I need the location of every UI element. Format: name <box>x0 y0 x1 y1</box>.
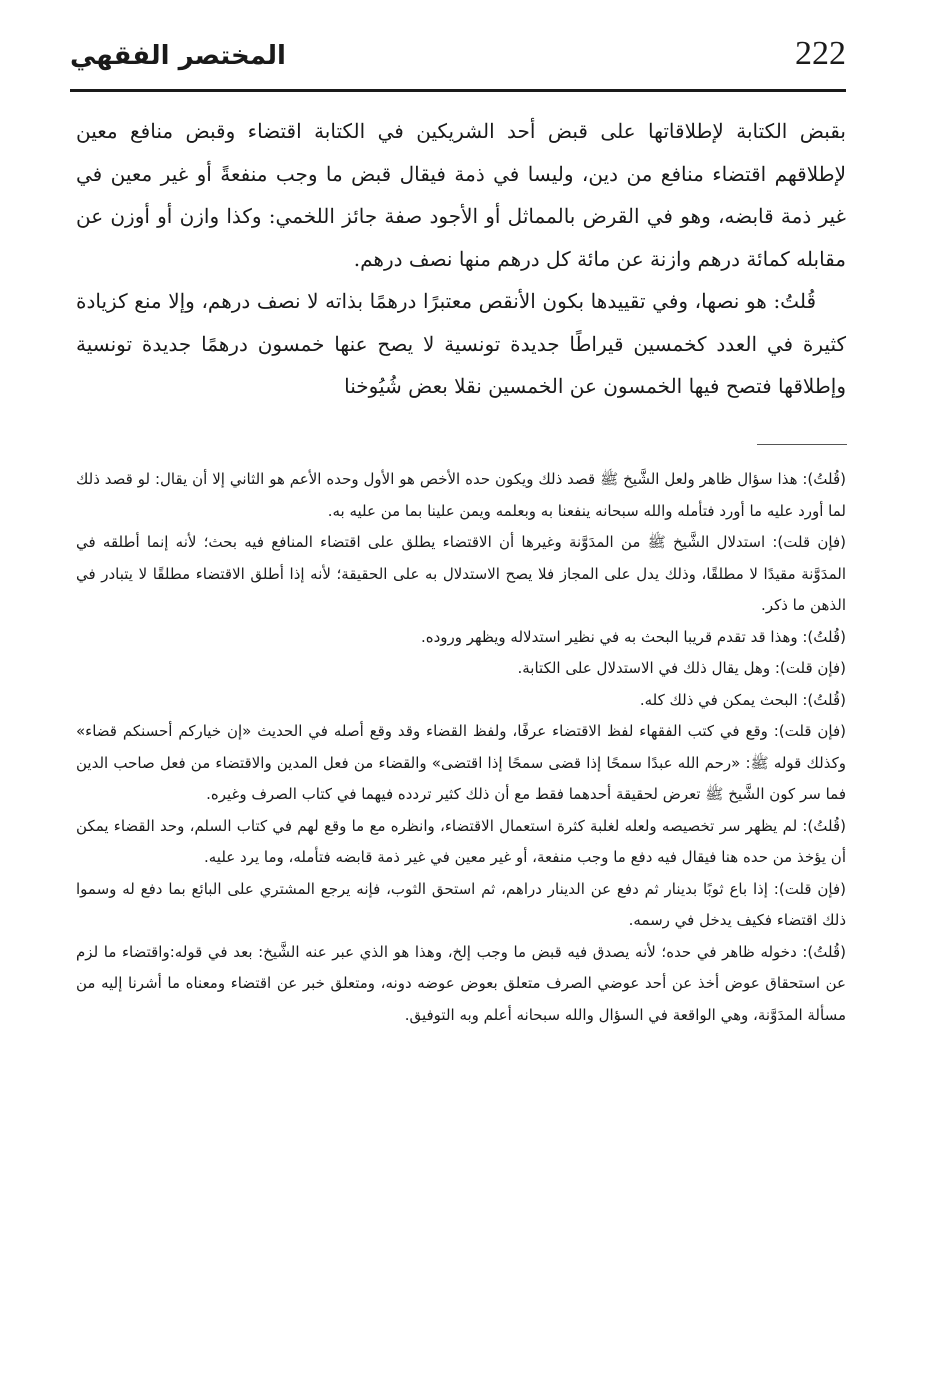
main-text <box>76 110 846 408</box>
footnote-paragraph: (قُلتُ): وهذا قد تقدم قريبا البحث به في نظير استدلاله ويظهر وروده. <box>420 627 846 646</box>
footnotes <box>76 464 846 1031</box>
footnote-paragraph: (قُلتُ): البحث يمكن في ذلك كله. <box>639 690 846 709</box>
footnote-paragraph: (فإن قلت): وهل يقال ذلك في الاستدلال على الكتابة. <box>517 659 846 677</box>
page-number: 222 <box>795 35 846 72</box>
main-paragraph: قُلتُ: هو نصها، وفي تقييدها بكون الأنقص معتبرًا درهمًا بذاته لا نصف درهم، وإلا منع كزيادة كثيرة في العدد كخمسين قيراطًا جديدة تونسية لا يصح عنها خمسون درهمًا جديدة تونسية وإطلاقها فتصح فيها الخمسون عن الخمسين نقلا بعض شُيُوخنا <box>76 289 846 398</box>
footnote-paragraph: (فإن قلت): إذا باع ثوبًا بدينار ثم دفع عن الدينار دراهم، ثم استحق الثوب، فإنه يرجع المشتري على البائع بما دفع له وسموا ذلك اقتضاء فكيف يدخل في رسمه. <box>76 879 846 929</box>
footnote-paragraph: (قُلتُ): دخوله ظاهر في حده؛ لأنه يصدق فيه قبض ما وجب إلخ، وهذا هو الذي عبر عنه الشَّيخ: بعد في قوله:واقتضاء ما لزم عن استحقاق عوض أخذ عن أحد عوضي الصرف متعلق بعوض عوضه دونه، ومتعلق خبر عن اقتضاء ومعناه ما أشرنا إليه من مسألة المدَوَّنة، وهي الواقعة في السؤال والله سبحانه أعلم وبه التوفيق. <box>76 942 846 1024</box>
header-rule <box>70 89 846 92</box>
running-header <box>70 34 846 90</box>
footnote-paragraph: (قُلتُ): لم يظهر سر تخصيصه ولعله لغلبة كثرة استعمال الاقتضاء، وانظره مع ما وقع لهم في كتاب السلم، وحد القضاء يمكن أن يؤخذ من حده هنا فيقال فيه دفع ما وجب منفعة، أو غير معين في غير ذمة قابضه فتأمله، وما يرد عليه. <box>76 816 846 866</box>
footnote-paragraph: (فإن قلت): استدلال الشَّيخ ﷺ من المدَوَّنة وغيرها أن الاقتضاء يطلق على اقتضاء المنافع فيه بحث؛ لأنه إنما أطلقه في المدَوَّنة مقيدًا لا مطلقًا، وذلك يدل على المجاز فلا يصح الاستدلال به على الحقيقة؛ لأنه إذا أطلق الاقتضاء مطلقًا لا يتبادر في الذهن ما ذكر. <box>76 533 846 614</box>
book-title: المختصر الفقهي <box>70 41 286 71</box>
main-paragraph: بقبض الكتابة لإطلاقاتها على قبض أحد الشريكين في الكتابة اقتضاء وقبض منافع معين لإطلاقهم اقتضاء منافع من دين، وليسا في ذمة فيقال قبض ما وجب منفعةً أو غير معين في غير ذمة قابضه، وهو في القرض بالمماثل أو الأجود صفة جائز اللخمي: وكذا وازن أو أوزن عن مقابله كمائة درهم وازنة عن مائة كل درهم منها نصف درهم. <box>76 119 846 271</box>
footnote-paragraph: (قُلتُ): هذا سؤال ظاهر ولعل الشَّيخ ﷺ قصد ذلك ويكون حده الأخص هو الأول وحده الأعم هو الثاني إلا أن يقال: لو قصد ذلك لما أورد عليه ما أورد فتأمله والله سبحانه ينفعنا به وبعلمه ويمن علينا بما من عليه به. <box>76 470 846 520</box>
footnote-separator <box>757 444 847 445</box>
footnote-paragraph: (فإن قلت): وقع في كتب الفقهاء لفظ الاقتضاء عرفًا، ولفظ القضاء وقد وقع أصله في الحديث «إن خياركم أحسنكم قضاء» وكذلك قوله ﷺ: «رحم الله عبدًا سمحًا إذا قضى سمحًا إذا اقتضى» والقضاء من فعل المدين والاقتضاء من فعل صاحب الدين فما سر كون الشَّيخ ﷺ تعرض لحقيقة أحدهما فقط مع أن ذلك كثير تردده فيهما في كتاب الصرف وغيره. <box>76 722 846 803</box>
